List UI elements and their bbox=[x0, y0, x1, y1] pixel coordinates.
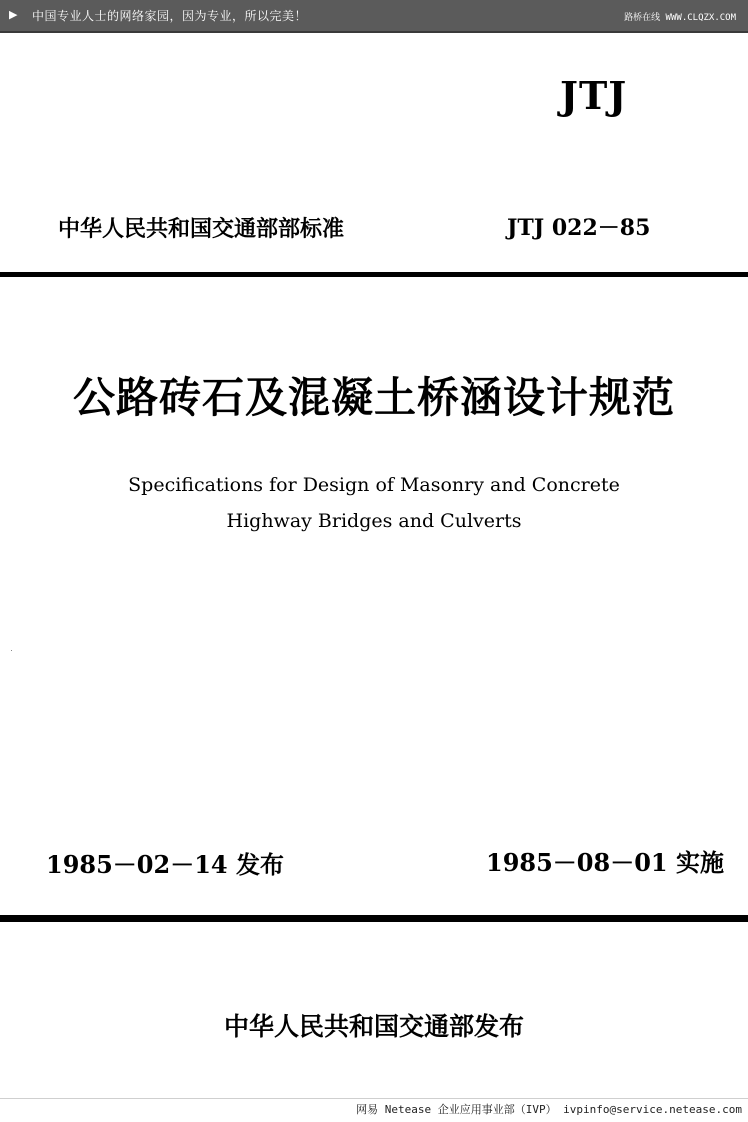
document-title-english-line1: Specifications for Design of Masonry and Concrete bbox=[128, 474, 620, 496]
banner-site-link[interactable]: 路桥在线 WWW.CLQZX.COM bbox=[624, 13, 736, 23]
top-divider bbox=[0, 272, 748, 277]
scan-speck bbox=[11, 650, 12, 651]
publisher: 中华人民共和国交通部发布 bbox=[223, 1012, 524, 1041]
banner-slogan: 中国专业人士的网络家园，因为专业，所以完美！ bbox=[32, 9, 308, 23]
bottom-divider bbox=[0, 915, 748, 922]
top-banner bbox=[0, 0, 748, 33]
document-title-english-line2: Highway Bridges and Culverts bbox=[226, 510, 522, 532]
play-icon[interactable]: ▶ bbox=[9, 8, 18, 21]
footer-credit: 网易 Netease 企业应用事业部（IVP） ivpinfo@service.netease.com bbox=[356, 1103, 742, 1116]
standard-number: JTJ 022－85 bbox=[507, 215, 651, 241]
effective-date: 1985－08－01 实施 bbox=[486, 848, 724, 877]
document-title-chinese: 公路砖石及混凝土桥涵设计规范 bbox=[72, 373, 675, 422]
issuing-ministry-standard: 中华人民共和国交通部部标准 bbox=[58, 217, 345, 242]
issue-date: 1985－02－14 发布 bbox=[46, 850, 284, 879]
footer-divider bbox=[0, 1098, 748, 1099]
standard-code-mark: JTJ bbox=[560, 73, 628, 118]
